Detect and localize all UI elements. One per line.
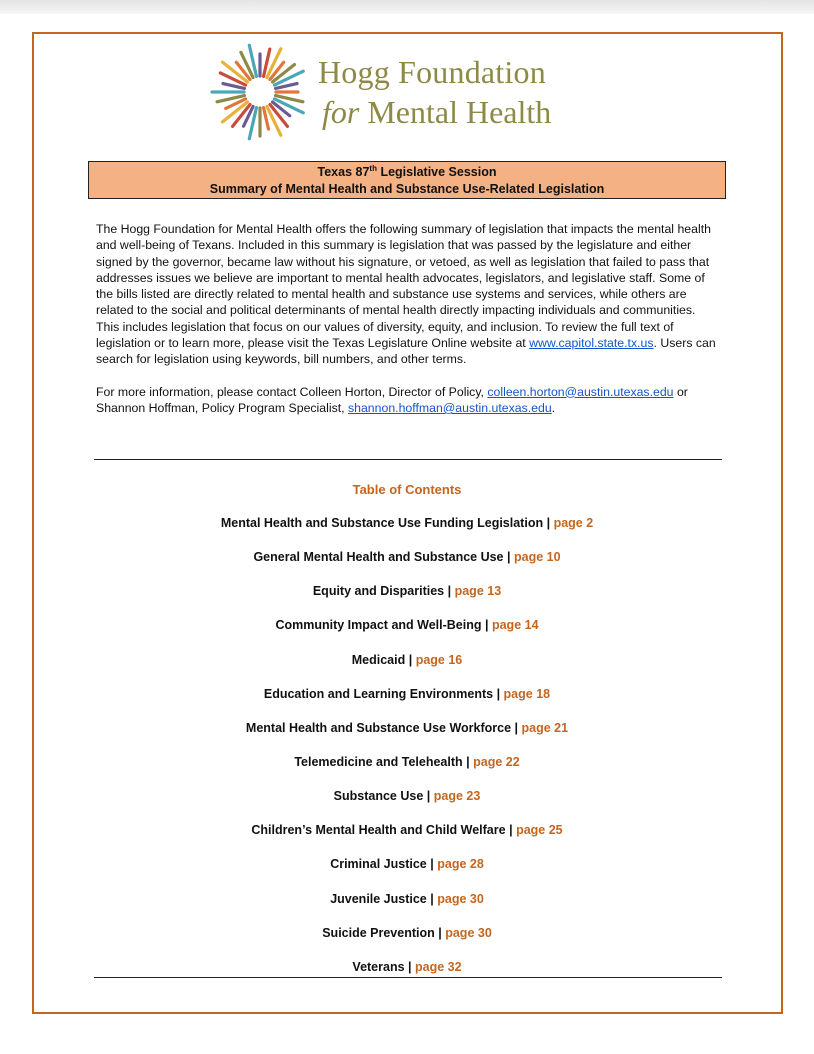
logo-text-for: for: [322, 94, 360, 130]
toc-item-label: Veterans: [352, 959, 405, 974]
intro-text: The Hogg Foundation for Mental Health offers the following summary of legislation that impacts the mental health and well-being of Texans. Included in this summary is legislation that was passed by the legislature and either signed by the governor, became law without his signature, or vetoed, as well as legislation that failed to pass that addresses issues we believe are important to mental health advocates, legislators, and legislative staff. Some of the bills listed are directly related to mental health and substance use systems and services, while others are related to the social and political determinants of mental health directly impacting individuals and communities. This includes legislation that focus on our values of diversity, equity, and inclusion. To review the full text of legislation or to learn more, please visit the Texas Legislature Online website at: [96, 222, 711, 351]
toc-item-separator: |: [408, 959, 412, 974]
toc-item[interactable]: [0, 550, 814, 584]
contact-text-mid: or Shannon Hoffman, Policy Program Specialist,: [96, 384, 688, 415]
hogg-foundation-logo: [210, 42, 590, 142]
toc-item[interactable]: [0, 653, 814, 687]
section-divider-bottom: [94, 977, 722, 978]
sunburst-logo-icon: [210, 42, 310, 142]
toc-item-page[interactable]: page 18: [503, 686, 551, 701]
toc-item-label: Mental Health and Substance Use Workforce: [245, 720, 512, 735]
toc-item-label: Substance Use: [333, 789, 424, 804]
toc-item-separator: |: [430, 857, 434, 872]
toc-item-separator: |: [514, 720, 519, 735]
title-line2: Summary of Mental Health and Substance Use-Related Legislation: [209, 182, 605, 196]
toc-item-separator: |: [546, 516, 551, 530]
toc-item-separator: |: [426, 789, 431, 804]
toc-item-label: Juvenile Justice: [330, 891, 427, 906]
toc-item-label: Equity and Disparities: [312, 584, 445, 599]
toc-item-separator: |: [496, 686, 501, 701]
toc-item-page[interactable]: page 22: [473, 754, 520, 769]
toc-item-page[interactable]: page 25: [516, 823, 563, 838]
toc-item-page[interactable]: page 28: [437, 857, 484, 872]
logo-text-mental-health: Mental Health: [367, 94, 552, 130]
toc-item-separator: |: [507, 550, 511, 565]
toc-item-page[interactable]: page 21: [521, 720, 569, 735]
toc-item-page[interactable]: page 2: [553, 516, 594, 530]
document-title-box: [88, 161, 726, 199]
toc-item-label: Telemedicine and Telehealth: [294, 754, 463, 769]
toc-item[interactable]: [0, 584, 814, 618]
toc-item-page[interactable]: page 16: [415, 652, 463, 667]
contact-text-pre: For more information, please contact Colleen Horton, Director of Policy,: [96, 384, 488, 399]
intro-section: [96, 221, 716, 416]
logo-text-line2: [322, 94, 551, 131]
toc-item-label: Medicaid: [351, 652, 406, 667]
title-session-prefix: Texas 87: [317, 165, 370, 179]
title-line1: [89, 164, 725, 181]
toc-item-separator: |: [466, 754, 470, 769]
toc-item-page[interactable]: page 30: [437, 891, 484, 906]
toc-item-label: General Mental Health and Substance Use: [253, 550, 504, 565]
toc-item[interactable]: [0, 857, 814, 891]
toc-item[interactable]: [0, 755, 814, 789]
toc-item[interactable]: [0, 687, 814, 721]
contact-paragraph: [96, 384, 716, 417]
toc-item-separator: |: [408, 652, 413, 667]
colleen-email-link[interactable]: colleen.horton@austin.utexas.edu: [487, 384, 674, 399]
toc-item-page[interactable]: page 30: [445, 925, 492, 940]
toc-item-label: Children’s Mental Health and Child Welfare: [251, 823, 506, 838]
toc-item[interactable]: [0, 823, 814, 857]
toc-item-page[interactable]: page 32: [415, 959, 462, 974]
section-divider-top: [94, 459, 722, 460]
toc-item-page[interactable]: page 13: [454, 584, 502, 599]
toc-item[interactable]: [0, 516, 814, 550]
intro-paragraph: [96, 221, 716, 368]
title-session-suffix: Legislative Session: [376, 165, 497, 179]
toc-item-page[interactable]: page 23: [433, 789, 481, 804]
toc-item-label: Education and Learning Environments: [263, 686, 494, 701]
logo-text-line1: Hogg Foundation: [318, 54, 546, 90]
intro-text-tail: . Users can search for legislation using keywords, bill numbers, and other terms.: [96, 336, 716, 367]
capitol-website-link[interactable]: www.capitol.state.tx.us: [529, 336, 654, 351]
toc-item-separator: |: [447, 584, 452, 599]
toc-item-label: Criminal Justice: [330, 857, 427, 872]
toc-item[interactable]: [0, 892, 814, 926]
toc-item[interactable]: [0, 926, 814, 960]
toc-item-label: Suicide Prevention: [322, 925, 435, 940]
toc-item-label: Mental Health and Substance Use Funding Legislation: [220, 516, 544, 530]
toc-item[interactable]: [0, 618, 814, 652]
toc-item-separator: |: [438, 925, 442, 940]
toc-item-separator: |: [509, 823, 513, 838]
title-ordinal-suffix: th: [369, 163, 377, 173]
toc-item-separator: |: [484, 618, 489, 633]
toc-item[interactable]: [0, 721, 814, 755]
toc-item-label: Community Impact and Well-Being: [275, 618, 482, 633]
toc-item-separator: |: [430, 891, 434, 906]
toc-item[interactable]: [0, 789, 814, 823]
toc-item-page[interactable]: page 10: [513, 550, 561, 565]
window-top-bar: [0, 0, 814, 14]
shannon-email-link[interactable]: shannon.hoffman@austin.utexas.edu: [347, 400, 552, 415]
toc-item-page[interactable]: page 14: [491, 618, 539, 633]
toc-list: [0, 516, 814, 994]
contact-text-end: .: [551, 400, 556, 415]
toc-title: Table of Contents: [352, 482, 462, 497]
